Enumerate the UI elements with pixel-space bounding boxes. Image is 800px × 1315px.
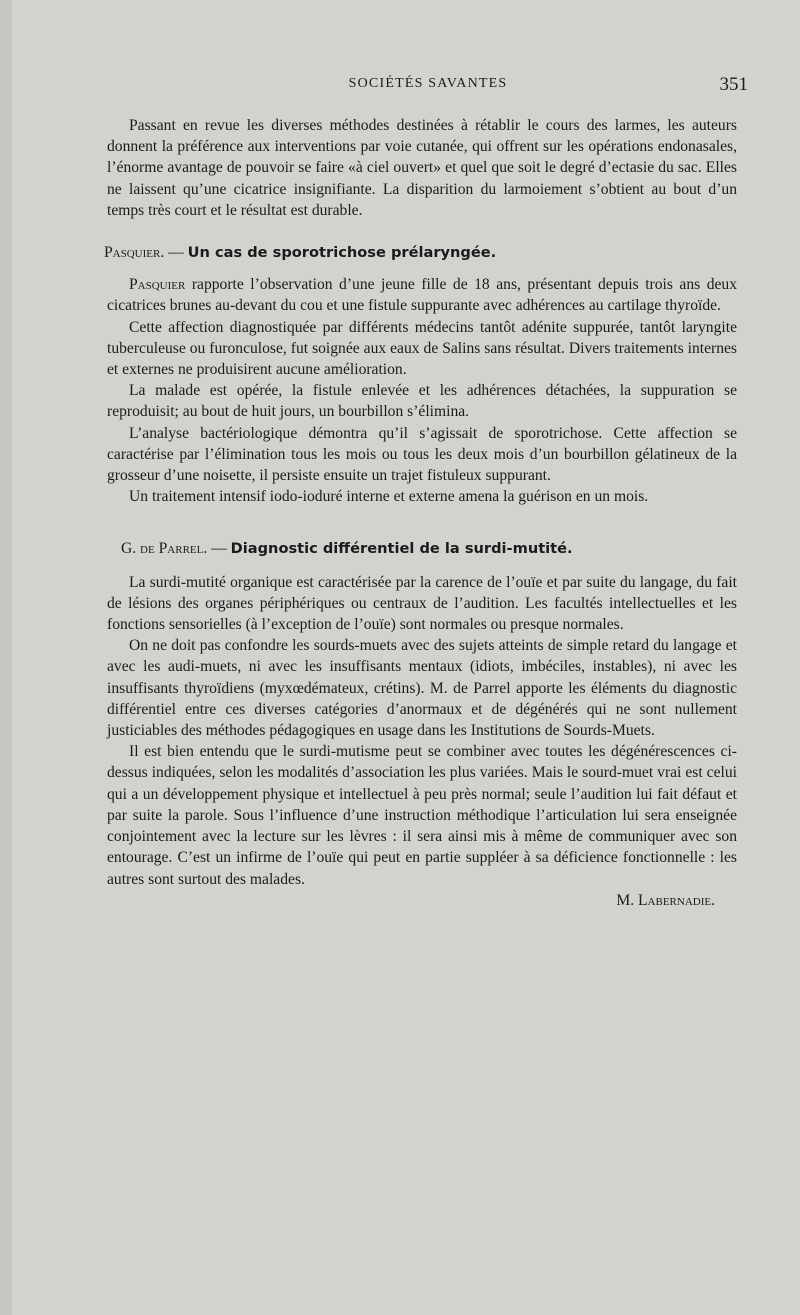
heading-dash: — xyxy=(207,540,231,558)
paragraph-text: rapporte l’observation d’une jeune fille de 18 ans, présentant depuis trois ans deux cicatrices brunes au-devant du cou et une fistule suppurante avec adhérences au cartilage thyroïde. xyxy=(107,276,737,315)
page-header xyxy=(108,74,748,96)
section-author: G. de Parrel. xyxy=(121,540,208,558)
signature-line xyxy=(107,890,737,911)
inline-author: Pasquier xyxy=(129,276,186,294)
paragraph: Il est bien entendu que le surdi-mutisme peut se combiner avec toutes les dégénérescences ci-dessus indiquées, selon les modalités d’association les plus variées. Mais le sourd-muet vrai est celui qui a un développement physique et intellectuel à peu près normal; seule l’audition lui fait défaut et par suite la parole. Sous l’influence d’une instruction méthodique l’articulation lui sera enseignée conjointement avec la lecture sur les lèvres : il sera ainsi mis à même de communiquer avec son entourage. C’est un infirme de l’ouïe qui peut en partie suppléer à sa déficience fonctionnelle : les autres sont surtout des malades. xyxy=(107,743,737,888)
intro-paragraph: Passant en revue les diverses méthodes destinées à rétablir le cours des larmes, les auteurs donnent la préférence aux interventions par voie cutanée, qui offrent sur les opérations endonasales, l’énorme avantage de pouvoir se faire «à ciel ouvert» et quel que soit le degré d’ectasie du sac. Elles ne laissent qu’une cicatrice insignifiante. La disparition du larmoiement s’obtient au bout d’un temps très court et le résultat est durable. xyxy=(107,117,737,219)
paragraph xyxy=(107,274,737,316)
paragraph: Cette affection diagnostiquée par différents médecins tantôt adénite suppurée, tantôt laryngite tuberculeuse ou furonculose, fut soignée aux eaux de Salins sans résultat. Divers traitements internes et externes ne produisirent aucune amélioration. xyxy=(107,318,737,379)
article-body xyxy=(104,115,737,911)
paragraph: La malade est opérée, la fistule enlevée et les adhérences détachées, la suppuration se reproduisit; au bout de huit jours, un bourbillon s’élimina. xyxy=(107,382,737,421)
section-author: Pasquier. xyxy=(104,244,165,262)
paragraph: Un traitement intensif iodo-ioduré interne et externe amena la guérison en un mois. xyxy=(129,488,649,506)
heading-dash: — xyxy=(164,244,188,262)
section-title: Un cas de sporotrichose prélaryngée. xyxy=(187,244,497,262)
section-heading-surdi-mutite xyxy=(121,538,737,559)
page-number: 351 xyxy=(719,74,748,95)
paragraph: L’analyse bactériologique démontra qu’il s’agissait de sporotrichose. Cette affection se caractérise par l’élimination tous les mois ou tous les deux mois d’un bourbillon gélatineux de la grosseur d’une noisette, il persiste ensuite un trajet fistuleux suppurant. xyxy=(107,424,737,485)
section-heading-sporotrichose xyxy=(104,242,737,263)
section-title: Diagnostic différentiel de la surdi-mutité. xyxy=(230,540,573,558)
paragraph: On ne doit pas confondre les sourds-muets avec des sujets atteints de simple retard du langage et avec les audi-muets, ni avec les insuffisants mentaux (idiots, imbéciles, instables), ni avec les insuffisants thyroïdiens (myxœdémateux, crétins). M. de Parrel apporte les éléments du diagnostic différentiel entre ces diverses catégories d’anormaux et de dégénérés qui ne sont nullement justiciables des méthodes pédagogiques en usage dans les Institutions de Sourds-Muets. xyxy=(107,637,737,740)
paragraph: La surdi-mutité organique est caractérisée par la carence de l’ouïe et par suite du langage, du fait de lésions des organes périphériques ou centraux de l’audition. Les facultés intellectuelles et les fonctions sensorielles (à l’exception de l’ouïe) sont normales ou presque normales. xyxy=(107,573,737,634)
signature: M. Labernadie. xyxy=(616,891,715,909)
running-head: SOCIÉTÉS SAVANTES xyxy=(348,76,508,91)
